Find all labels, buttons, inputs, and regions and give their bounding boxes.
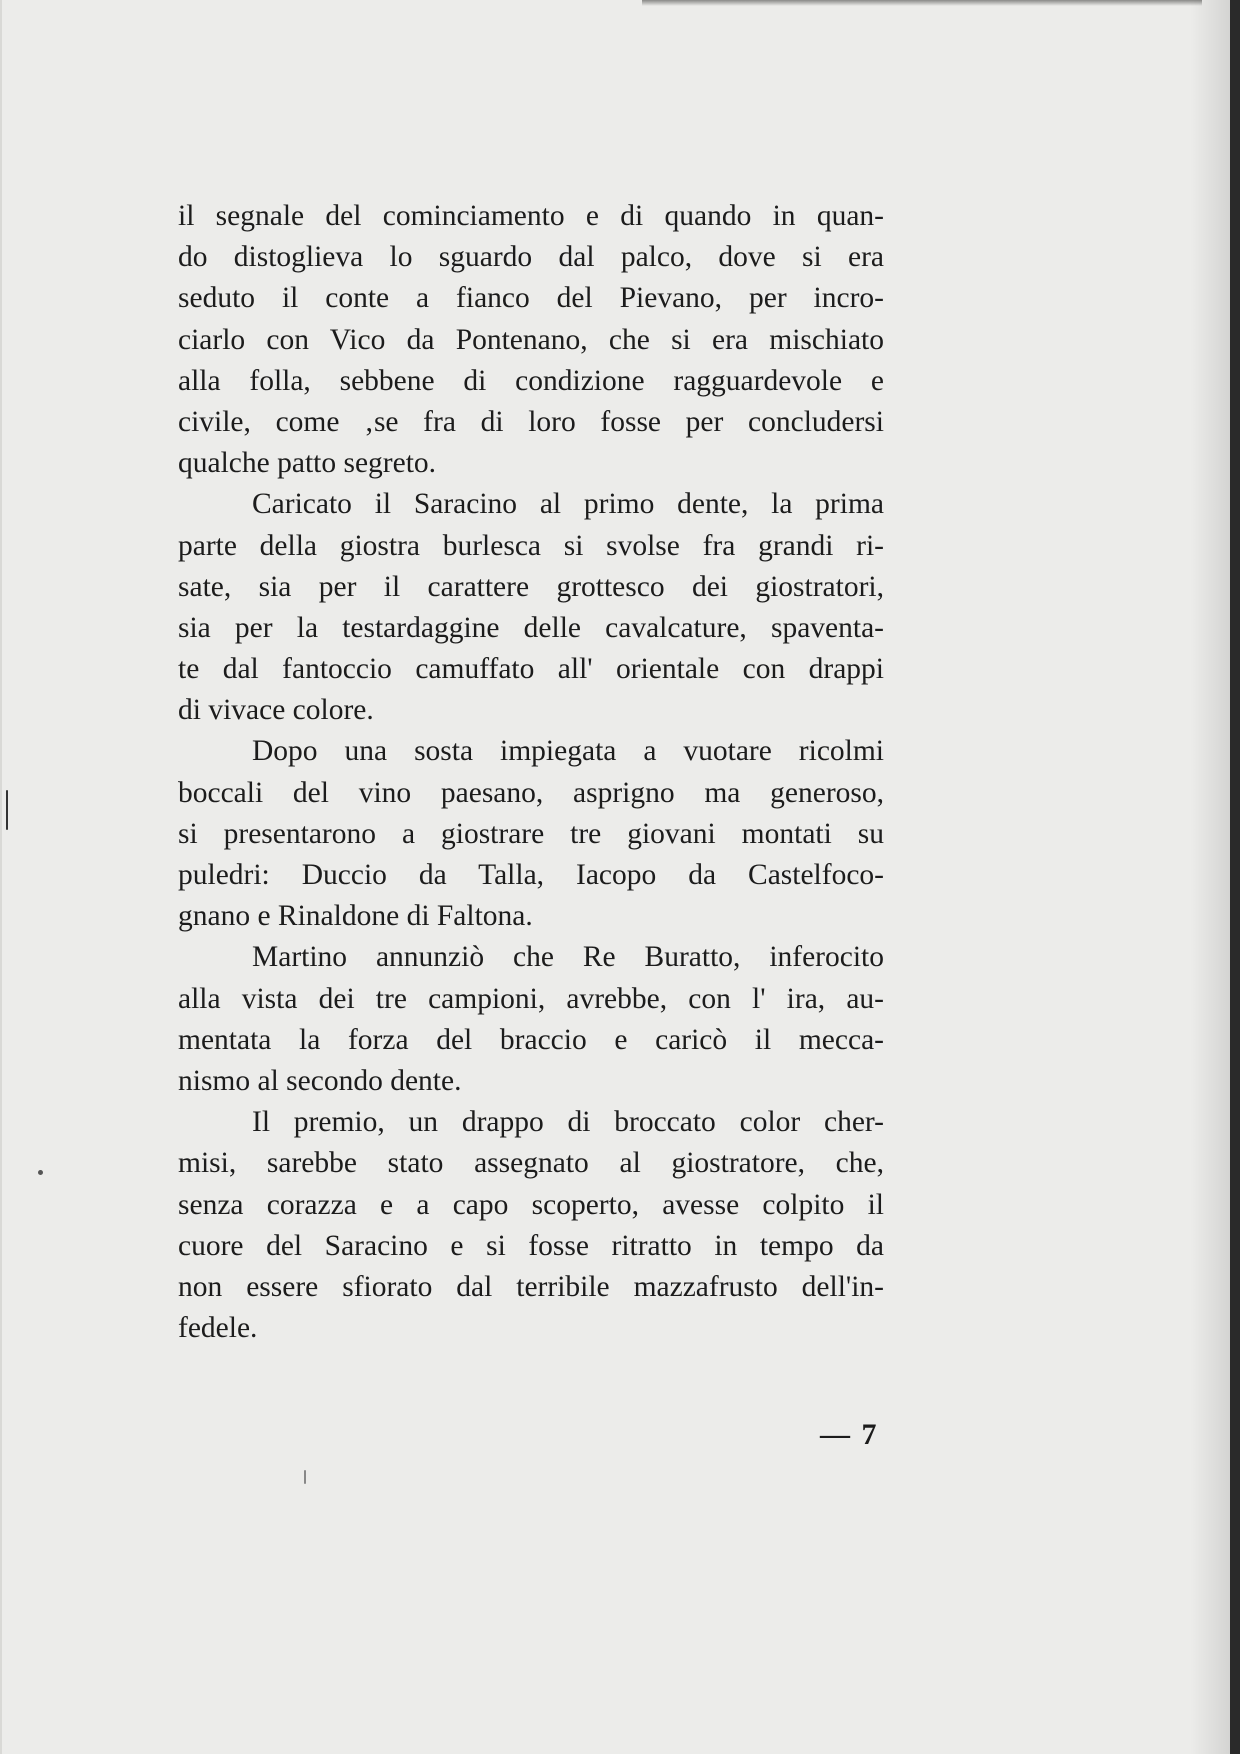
text-line: nismo al secondo dente. xyxy=(178,1064,462,1097)
text-line: puledri: Duccio da Talla, Iacopo da Castelfoco- xyxy=(178,859,884,891)
body-text xyxy=(178,196,884,1349)
text-line: Dopo una sosta impiegata a vuotare ricolmi xyxy=(252,735,884,768)
text-line: civile, come ‚se fra di loro fosse per concludersi xyxy=(178,405,884,438)
text-line: Martino annunziò che Re Buratto, inferocito xyxy=(252,941,884,974)
text-line: alla vista dei tre campioni, avrebbe, con l' ira, au- xyxy=(178,982,884,1015)
text-line: te dal fantoccio camuffato all' orientale con drappi xyxy=(178,653,884,686)
text-line: non essere sfiorato dal terribile mazzafrusto dell'in- xyxy=(178,1270,884,1303)
text-line: Caricato il Saracino al primo dente, la prima xyxy=(252,488,884,521)
text-line: Il premio, un drappo di broccato color cher- xyxy=(252,1106,884,1139)
text-line: parte della giostra burlesca si svolse fra grandi ri- xyxy=(178,529,884,562)
page-top-edge xyxy=(642,0,1202,6)
text-line: gnano e Rinaldone di Faltona. xyxy=(178,900,533,933)
paper-speck xyxy=(38,1170,43,1175)
text-line: mentata la forza del braccio e caricò il mecca- xyxy=(178,1023,884,1056)
page-number: — 7 xyxy=(820,1418,879,1451)
text-line: seduto il conte a fianco del Pievano, per incro- xyxy=(178,282,884,315)
text-line: boccali del vino paesano, asprigno ma generoso, xyxy=(178,776,884,809)
text-line: sate, sia per il carattere grottesco dei giostratori, xyxy=(178,570,884,603)
text-line: si presentarono a giostrare tre giovani montati su xyxy=(178,817,884,850)
text-line: di vivace colore. xyxy=(178,694,374,727)
paper-speck xyxy=(6,790,8,830)
text-line: alla folla, sebbene di condizione ragguardevole e xyxy=(178,364,884,397)
text-line: il segnale del cominciamento e di quando in quan- xyxy=(178,200,884,232)
text-line: fedele. xyxy=(178,1312,258,1345)
text-line: misi, sarebbe stato assegnato al giostratore, che, xyxy=(178,1147,884,1180)
paper-speck xyxy=(304,1470,306,1484)
text-line: cuore del Saracino e si fosse ritratto in tempo da xyxy=(178,1229,884,1262)
text-line: do distoglieva lo sguardo dal palco, dove si era xyxy=(178,241,884,274)
text-line: ciarlo con Vico da Pontenano, che si era mischiato xyxy=(178,323,884,356)
text-line: senza corazza e a capo scoperto, avesse colpito il xyxy=(178,1188,884,1221)
text-line: qualche patto segreto. xyxy=(178,447,437,480)
text-line: sia per la testardaggine delle cavalcature, spaventa- xyxy=(178,611,884,644)
page-binding-shadow xyxy=(1190,0,1230,1754)
